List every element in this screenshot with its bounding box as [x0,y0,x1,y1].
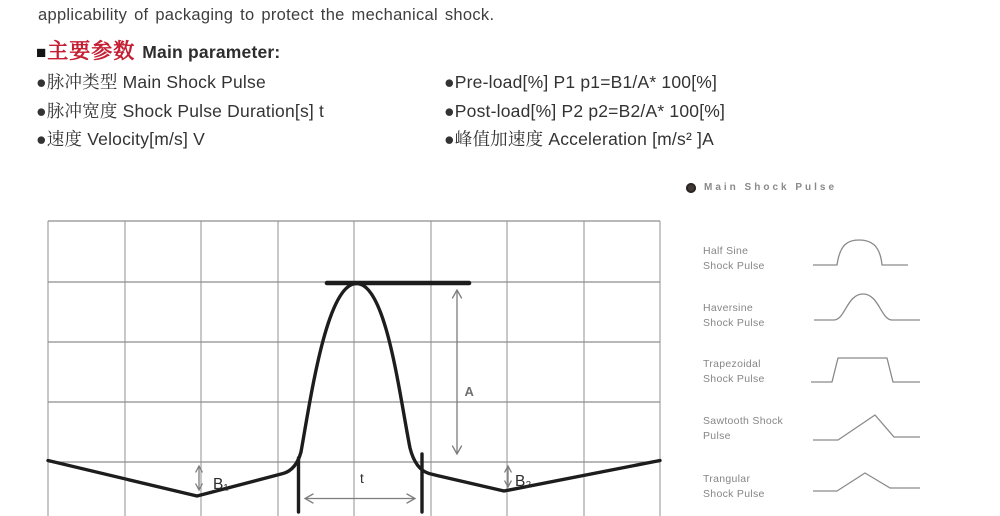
section-title-english: Main parameter: [142,42,281,62]
bullet-icon [686,183,696,193]
legend-item-label: Haversine Shock Pulse [703,302,765,329]
half-sine-wave-icon [806,235,926,271]
legend-header [686,182,837,193]
legend-item-label: Trapezoidal Shock Pulse [703,358,765,385]
legend-item-haversine [0,301,1000,341]
parameter-item-velocity: ●速度 Velocity[m/s] V [36,129,205,149]
triangular-wave-icon [806,461,926,497]
heading-square-icon: ■ [36,43,47,62]
legend-item-sawtooth [0,414,1000,454]
legend-item-label: Trangular Shock Pulse [703,473,765,500]
intro-text: applicability of packaging to protect the mechanical shock. [38,6,495,24]
parameter-item-pulse-type: ●脉冲类型 Main Shock Pulse [36,72,266,92]
sawtooth-wave-icon [806,410,926,446]
pre-load-label: B₁ [213,476,229,493]
section-title-chinese: 主要参数 [47,40,136,63]
parameter-item-pulse-duration: ●脉冲宽度 Shock Pulse Duration[s] t [36,100,325,121]
amplitude-label: A [464,384,474,399]
parameter-item-post-load: ●Post-load[%] P2 p2=B2/A* 100[%] [444,100,726,121]
parameter-item-acceleration: ●峰值加速度 Acceleration [m/s² ]A [444,129,714,149]
haversine-wave-icon [806,290,926,326]
post-load-label: B₂ [515,473,532,490]
legend-item-half-sine [0,244,1000,284]
trapezoidal-wave-icon [806,352,926,388]
legend-item-label: Half Sine Shock Pulse [703,245,765,272]
parameter-item-pre-load: ●Pre-load[%] P1 p1=B1/A* 100[%] [444,72,718,92]
legend-item-triangular [0,472,1000,512]
duration-label: t [360,471,364,486]
legend-item-label: Sawtooth Shock Pulse [703,415,784,442]
legend-item-trapezoidal [0,357,1000,397]
legend-title: Main Shock Pulse [704,182,838,193]
